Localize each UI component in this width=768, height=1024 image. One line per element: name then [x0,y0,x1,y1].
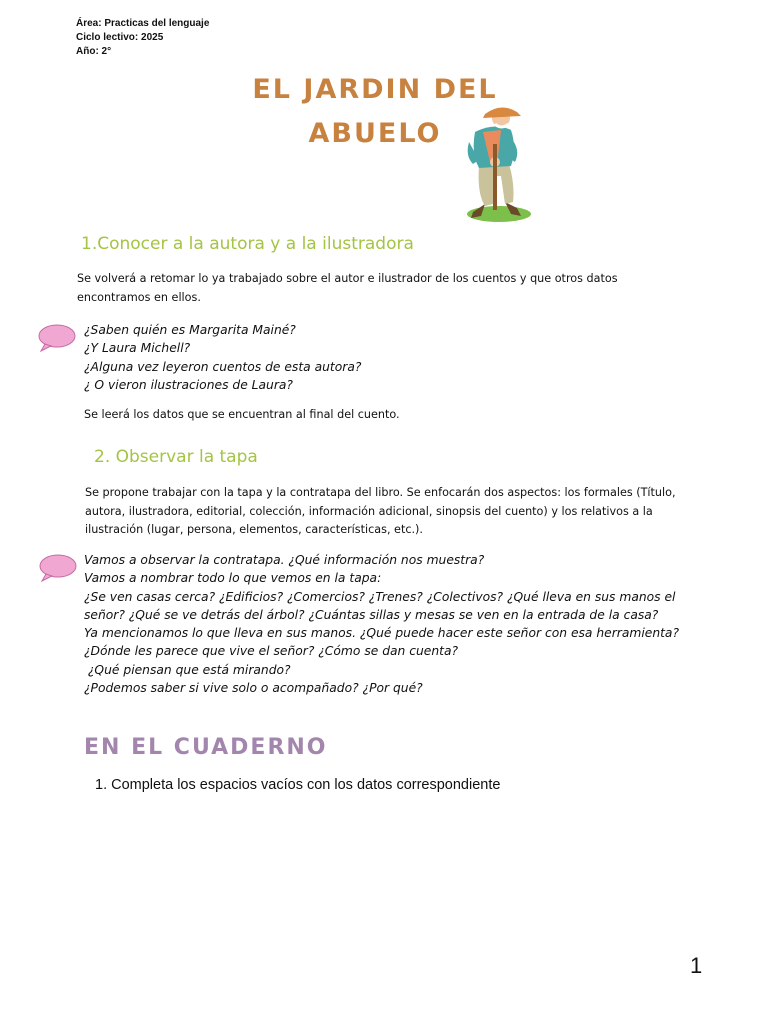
section-2-intro-line-2: autora, ilustradora, editorial, colección, información adicional, sinopsis del cuento) y los relativos a la [85,504,653,518]
speech-bubble-icon [38,552,78,582]
section-2-questions [84,551,679,697]
section-2-question: ¿Qué piensan que está mirando? [84,662,291,677]
title-line-1: EL JARDIN DEL [252,74,498,105]
section-2-question: ¿Podemos saber si vive solo o acompañado? ¿Por qué? [84,681,423,696]
section-2-intro [85,484,699,540]
task-number: 1. [95,777,108,793]
task-text: Completa los espacios vacíos con los datos correspondiente [111,777,501,793]
page-number: 1 [690,953,703,978]
section-1-question: ¿Saben quién es Margarita Mainé? [84,323,296,337]
cuaderno-heading: EN EL CUADERNO [84,735,328,760]
section-1-question: ¿ O vieron ilustraciones de Laura? [84,377,293,392]
grandpa-illustration-icon [455,104,535,228]
section-2-intro-line-3: ilustración (lugar, persona, elementos, características, etc.). [85,523,423,536]
section-1-closing: Se leerá los datos que se encuentran al final del cuento. [84,408,400,421]
document-header [76,17,209,59]
section-1-question: ¿Y Laura Michell? [84,341,191,356]
section-2-question: ¿Dónde les parece que vive el señor? ¿Cómo se dan cuenta? [84,644,459,659]
section-1-intro-line-1: Se volverá a retomar lo ya trabajado sobre el autor e ilustrador de los cuentos y que otros datos [77,272,618,285]
section-2-question: Ya mencionamos lo que lleva en sus manos. ¿Qué puede hacer este señor con esa herramienta? [84,626,679,641]
title-line-2: ABUELO [308,118,442,149]
section-1-intro-line-2: encontramos en ellos. [77,290,201,304]
section-2-question: Vamos a observar la contratapa. ¿Qué información nos muestra? [84,553,485,567]
section-2-question: señor? ¿Qué se ve detrás del árbol? ¿Cuántas sillas y mesas se ven en la entrada de la casa? [84,607,659,622]
section-1-intro [77,270,691,307]
section-1-heading: 1.Conocer a la autora y a la ilustradora [81,234,414,254]
header-ciclo: Ciclo lectivo: 2025 [76,32,164,43]
section-2-question: ¿Se ven casas cerca? ¿Edificios? ¿Comercios? ¿Trenes? ¿Colectivos? ¿Qué lleva en sus manos el [84,589,676,604]
speech-bubble-icon [37,322,77,352]
section-1-questions [84,321,361,394]
cuaderno-task [95,775,500,795]
header-anio: Año: 2° [76,46,112,57]
header-area: Área: Practicas del lenguaje [76,18,210,29]
section-2-intro-line-1: Se propone trabajar con la tapa y la contratapa del libro. Se enfocarán dos aspectos: los formales (Título, [85,486,676,499]
section-1-question: ¿Alguna vez leyeron cuentos de esta autora? [84,359,362,374]
section-2-heading: 2. Observar la tapa [94,447,258,467]
section-2-question: Vamos a nombrar todo lo que vemos en la tapa: [84,571,382,586]
